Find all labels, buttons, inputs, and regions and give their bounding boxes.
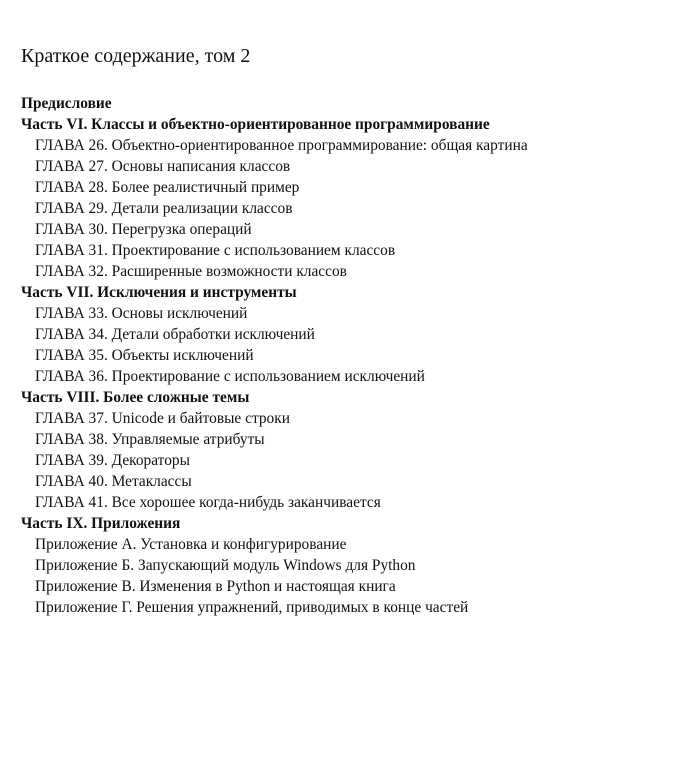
chapter-item: ГЛАВА 41. Все хорошее когда-нибудь заканчивается bbox=[35, 494, 381, 511]
chapter-item: ГЛАВА 35. Объекты исключений bbox=[35, 347, 254, 364]
appendix-item: Приложение Г. Решения упражнений, приводимых в конце частей bbox=[35, 599, 469, 616]
chapter-item: ГЛАВА 36. Проектирование с использованием исключений bbox=[35, 368, 425, 385]
page-title: Краткое содержание, том 2 bbox=[21, 45, 251, 67]
table-of-contents bbox=[21, 93, 669, 618]
chapter-item: ГЛАВА 40. Метаклассы bbox=[35, 473, 192, 490]
part-heading: Часть VIII. Более сложные темы bbox=[21, 389, 250, 406]
toc-preface: Предисловие bbox=[21, 95, 112, 112]
part-heading: Часть VI. Классы и объектно-ориентированное программирование bbox=[21, 116, 490, 133]
toc-page bbox=[21, 44, 669, 618]
chapter-item: ГЛАВА 39. Декораторы bbox=[35, 452, 190, 469]
chapter-item: ГЛАВА 29. Детали реализации классов bbox=[35, 200, 293, 217]
appendix-item: Приложение В. Изменения в Python и настоящая книга bbox=[35, 578, 396, 595]
chapter-item: ГЛАВА 37. Unicode и байтовые строки bbox=[35, 410, 290, 427]
part-heading: Часть IX. Приложения bbox=[21, 515, 181, 532]
appendix-item: Приложение Б. Запускающий модуль Windows для Python bbox=[35, 557, 416, 574]
chapter-item: ГЛАВА 33. Основы исключений bbox=[35, 305, 248, 322]
chapter-item: ГЛАВА 34. Детали обработки исключений bbox=[35, 326, 315, 343]
chapter-item: ГЛАВА 32. Расширенные возможности классов bbox=[35, 263, 347, 280]
part-heading: Часть VII. Исключения и инструменты bbox=[21, 284, 297, 301]
chapter-item: ГЛАВА 31. Проектирование с использованием классов bbox=[35, 242, 396, 259]
chapter-item: ГЛАВА 30. Перегрузка операций bbox=[35, 221, 252, 238]
chapter-item: ГЛАВА 38. Управляемые атрибуты bbox=[35, 431, 265, 448]
chapter-item: ГЛАВА 26. Объектно-ориентированное программирование: общая картина bbox=[35, 137, 528, 154]
chapter-item: ГЛАВА 28. Более реалистичный пример bbox=[35, 179, 300, 196]
appendix-item: Приложение А. Установка и конфигурирование bbox=[35, 536, 347, 553]
chapter-item: ГЛАВА 27. Основы написания классов bbox=[35, 158, 291, 175]
